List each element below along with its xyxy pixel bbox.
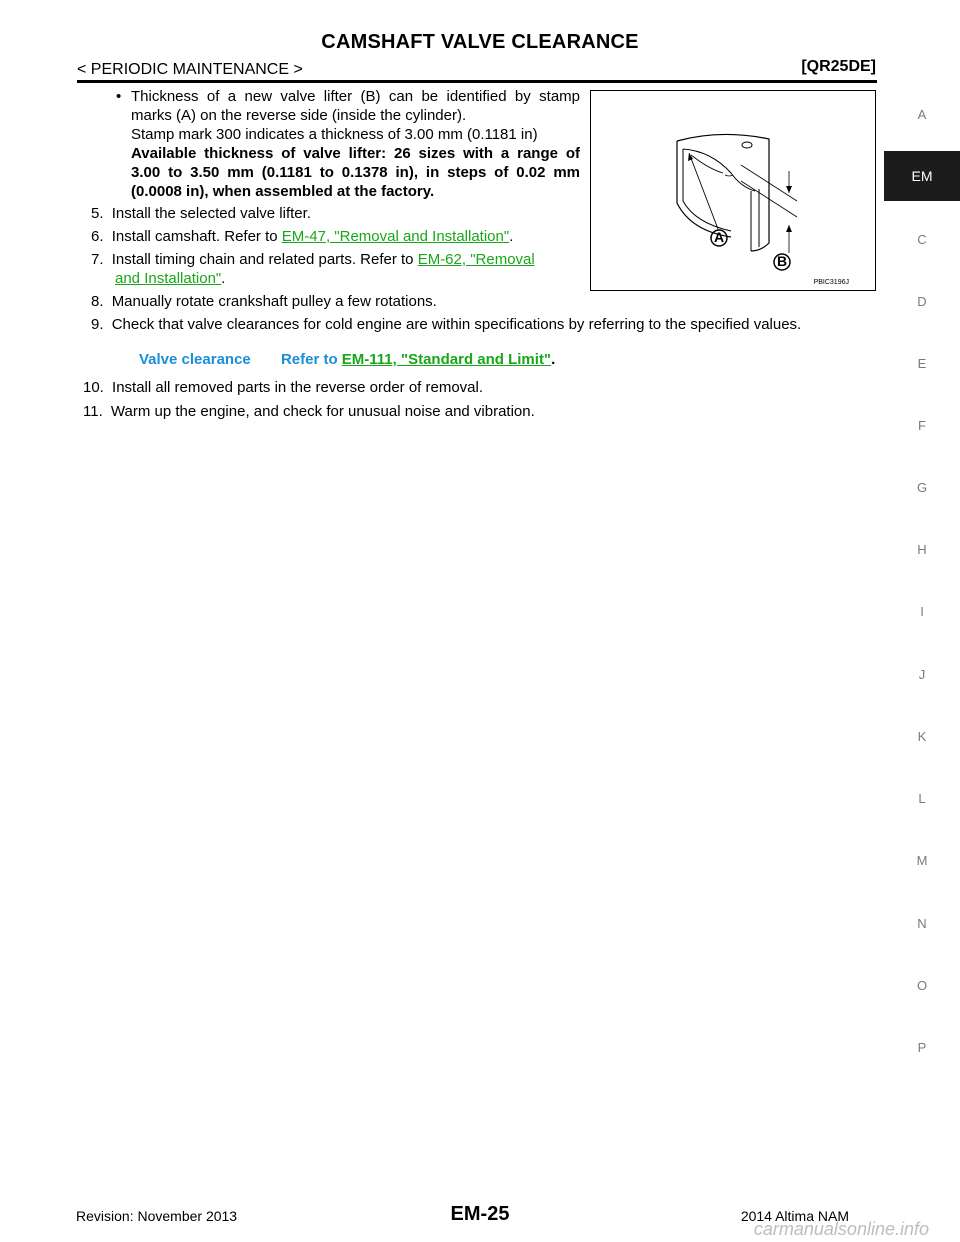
tab-h[interactable]: H xyxy=(917,542,927,557)
tab-k[interactable]: K xyxy=(917,729,927,744)
bullet-line-1: Thickness of a new valve lifter (B) can be identified by stamp xyxy=(131,88,580,105)
tab-m[interactable]: M xyxy=(916,853,928,868)
spec-refer: Refer to xyxy=(280,351,342,368)
footer-page-number: EM-25 xyxy=(450,1203,510,1225)
step-7 xyxy=(91,250,535,269)
footer-model: 2014 Altima NAM xyxy=(740,1208,849,1224)
watermark: carmanualsonline.info xyxy=(753,1219,929,1239)
footer-revision: Revision: November 2013 xyxy=(76,1208,238,1224)
bullet-line-2: marks (A) on the reverse side (inside the cylinder). xyxy=(131,107,467,124)
step-number: 8. xyxy=(91,293,104,310)
page-title: CAMSHAFT VALVE CLEARANCE xyxy=(321,31,639,53)
link-em-111[interactable]: EM-111, "Standard and Limit" xyxy=(341,351,552,368)
spec-valve-clearance xyxy=(139,351,555,368)
step-number: 11. xyxy=(83,403,103,420)
step-text: Install the selected valve lifter. xyxy=(111,205,311,222)
step-text-end: . xyxy=(221,270,226,287)
step-number: 5. xyxy=(91,205,104,222)
tab-j[interactable]: J xyxy=(918,667,926,682)
step-number: 10. xyxy=(83,379,104,396)
link-em-62-continued[interactable]: and Installation" xyxy=(115,270,222,287)
valve-lifter-figure xyxy=(590,90,876,291)
step-text-end: . xyxy=(509,228,514,245)
tab-e[interactable]: E xyxy=(917,356,927,371)
tab-n[interactable]: N xyxy=(917,916,927,931)
tab-g[interactable]: G xyxy=(916,480,928,495)
step-text: Manually rotate crankshaft pulley a few rotations. xyxy=(111,293,437,310)
bullet-line-3: Stamp mark 300 indicates a thickness of 3.00 mm (0.1181 in) xyxy=(131,126,538,143)
step-8 xyxy=(91,292,437,311)
step-11 xyxy=(83,402,535,421)
step-text: Check that valve clearances for cold engine are within specifications by referring to the specified values. xyxy=(111,316,802,333)
section-label: < PERIODIC MAINTENANCE > xyxy=(77,61,303,78)
step-10 xyxy=(83,378,483,397)
tab-a[interactable]: A xyxy=(917,107,927,122)
step-number: 6. xyxy=(91,228,104,245)
figure-label-b: B xyxy=(777,253,788,269)
tab-l[interactable]: L xyxy=(918,791,926,806)
figure-label-a: A xyxy=(714,229,725,245)
step-6 xyxy=(91,227,513,246)
link-em-47[interactable]: EM-47, "Removal and Installation" xyxy=(281,228,510,245)
figure-code: PBIC3196J xyxy=(813,279,849,286)
step-text: Install camshaft. Refer to xyxy=(111,228,282,245)
engine-model-label: [QR25DE] xyxy=(801,58,876,75)
section-tabs xyxy=(884,0,960,1242)
step-number: 7. xyxy=(91,251,104,268)
step-7-continued xyxy=(115,269,225,288)
spec-label: Valve clearance xyxy=(139,351,251,368)
step-text: Install all removed parts in the reverse order of removal. xyxy=(112,379,484,396)
step-text: Warm up the engine, and check for unusual noise and vibration. xyxy=(110,403,535,420)
tab-d[interactable]: D xyxy=(917,294,927,309)
bullet-bold-line-1: Available thickness of valve lifter: 26 sizes with a range of xyxy=(131,145,580,162)
step-text: Install timing chain and related parts. Refer to xyxy=(111,251,418,268)
tab-p[interactable]: P xyxy=(917,1040,927,1055)
step-9 xyxy=(91,315,801,334)
tab-o[interactable]: O xyxy=(916,978,928,993)
tab-c[interactable]: C xyxy=(917,232,927,247)
step-5 xyxy=(91,204,311,223)
tab-f[interactable]: F xyxy=(918,418,926,433)
step-number: 9. xyxy=(91,316,104,333)
bullet-bold-line-3: (0.0008 in), when assembled at the factory. xyxy=(131,183,435,200)
spec-end: . xyxy=(551,351,556,368)
bullet-symbol: • xyxy=(116,88,122,105)
tab-i[interactable]: I xyxy=(920,604,924,619)
bullet-bold-line-2: 3.00 to 3.50 mm (0.1181 to 0.1378 in), in steps of 0.02 mm xyxy=(131,164,580,181)
link-em-62[interactable]: EM-62, "Removal xyxy=(417,251,535,268)
header-rule xyxy=(77,80,877,83)
tab-em[interactable]: EM xyxy=(884,151,960,201)
valve-lifter-illustration xyxy=(591,91,875,290)
